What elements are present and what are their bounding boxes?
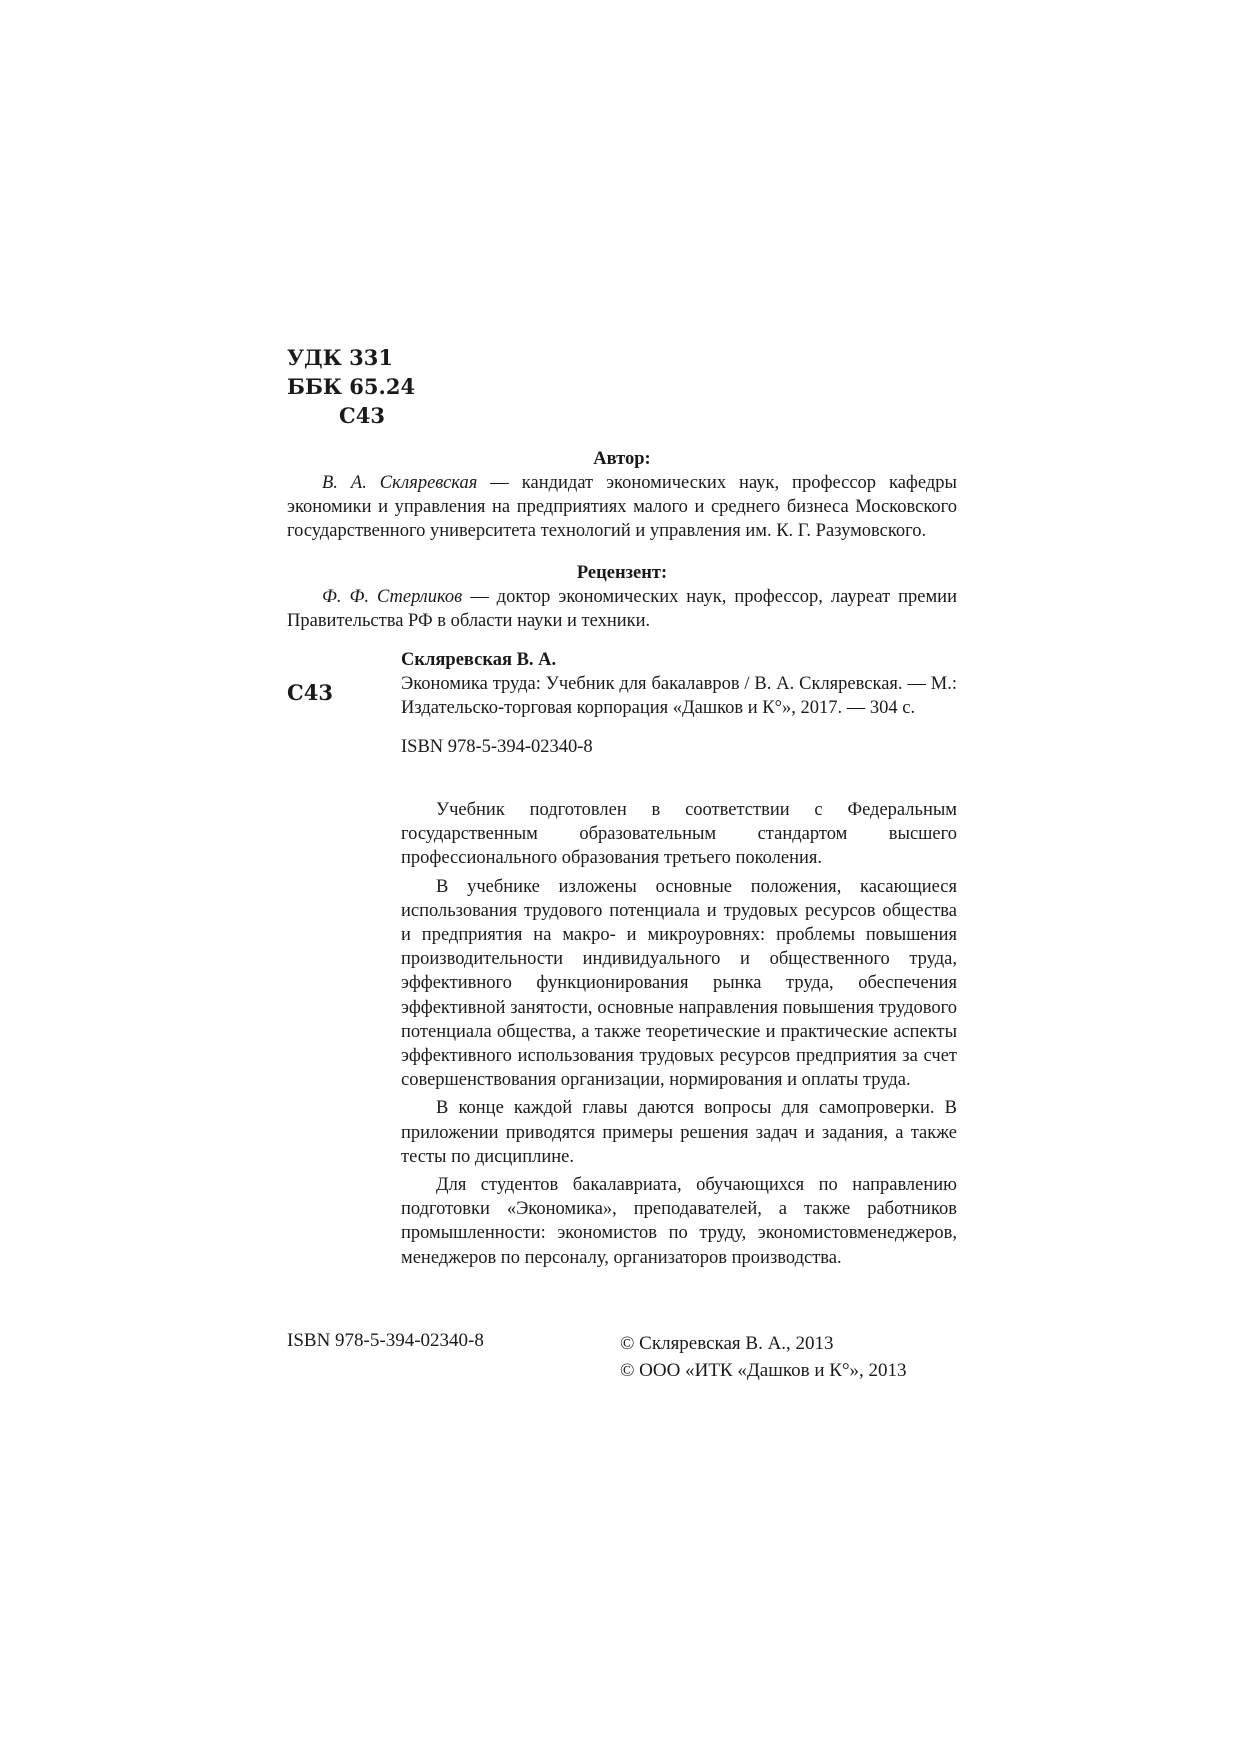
author-section (287, 447, 957, 543)
reviewer-section (287, 561, 957, 633)
author-mark: С43 (339, 403, 385, 428)
author-heading: Автор: (593, 449, 651, 469)
abstract-paragraph: В конце каждой главы даются вопросы для самопроверки. В приложении приводятся примеры решения задач и задания, а также тесты по дисциплине. (401, 1098, 957, 1167)
abstract-paragraph: Для студентов бакалавриата, обучающихся по направлению подготовки «Экономика», преподавателей, а также работников промышленности: экономистов по труду, экономистовменеджеров, менеджеров по персоналу, организаторов производства. (401, 1175, 957, 1268)
author-name: В. А. Скляревская (322, 473, 478, 493)
copyright-block (620, 1330, 907, 1384)
catalog-entry (401, 648, 957, 759)
copyright-publisher: © ООО «ИТК «Дашков и К°», 2013 (620, 1360, 907, 1381)
abstract-paragraph: В учебнике изложены основные положения, касающиеся использования трудового потенциала и трудовых ресурсов общества и предприятия на макро- и микроуровнях: проблемы повышения производительности индивидуального и общественного труда, эффективного функционирования рынка труда, обеспечения эффективной занятости, основные направления повышения трудового потенциала общества, а также теоретические и практические аспекты эффективного использования трудовых ресурсов предприятия за счет совершенствования организации, нормирования и оплаты труда. (401, 876, 957, 1091)
author-paragraph (287, 471, 957, 543)
reviewer-paragraph (287, 585, 957, 633)
reviewer-heading: Рецензент: (576, 563, 668, 583)
bbk-code: ББК 65.24 (287, 374, 416, 399)
catalog-author: Скляревская В. А. (401, 650, 557, 670)
classification-codes (287, 343, 415, 430)
catalog-code: С43 (287, 680, 333, 705)
catalog-description: Экономика труда: Учебник для бакалавров / В. А. Скляревская. — М.: Издательско-торговая корпорация «Дашков и К°», 2017. — 304 с. (401, 674, 957, 719)
catalog-isbn: ISBN 978-5-394-02340-8 (401, 736, 593, 757)
abstract (401, 798, 957, 1274)
udk-code: УДК 331 (287, 345, 393, 370)
reviewer-name: Ф. Ф. Стерликов (322, 587, 463, 607)
footer-isbn: ISBN 978-5-394-02340-8 (287, 1330, 484, 1351)
abstract-paragraph: Учебник подготовлен в соответствии с Федеральным государственным образовательным стандартом высшего профессионального образования третьего поколения. (401, 800, 957, 869)
reviewer-description: — доктор экономических наук, профессор, лауреат премии Правительства РФ в области науки и техники. (287, 587, 957, 631)
copyright-author: © Скляревская В. А., 2013 (620, 1333, 834, 1354)
author-description: — кандидат экономических наук, профессор кафедры экономики и управления на предприятиях малого и среднего бизнеса Московского государственного университета технологий и управления им. К. Г. Разумовского. (287, 473, 957, 541)
